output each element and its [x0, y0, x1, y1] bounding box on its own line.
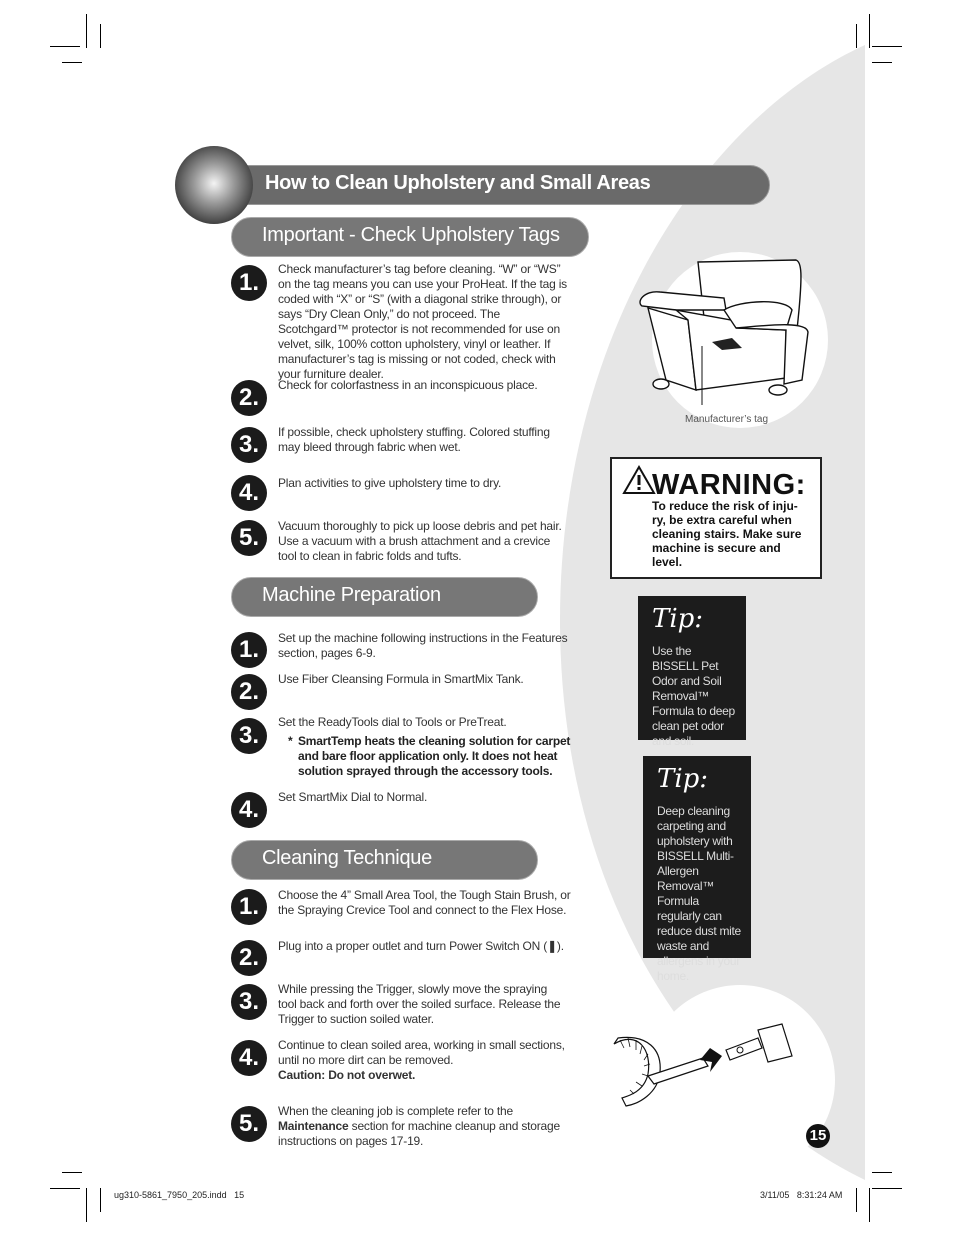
step-number: 5.: [231, 1106, 267, 1142]
step-number: 4.: [231, 792, 267, 828]
section-title: Cleaning Technique: [262, 847, 432, 869]
step-number: 5.: [231, 520, 267, 556]
step-number: 2.: [231, 674, 267, 710]
warning-title: WARNING:: [652, 469, 806, 501]
tip-title: Tip:: [652, 604, 704, 634]
figure-caption: Manufacturer’s tag: [685, 414, 769, 425]
step-text: While pressing the Trigger, slowly move the spraying tool back and forth over the soiled surface. Release the Trigger to suction soiled water.: [278, 982, 561, 1026]
step-number: 4.: [231, 1040, 267, 1076]
maintenance-link-text: Maintenance: [278, 1119, 349, 1133]
flex-hose-tool-illustration: [608, 1020, 808, 1110]
section-title: Important - Check Upholstery Tags: [262, 224, 560, 246]
step-number: 1.: [231, 632, 267, 668]
step-number: 4.: [231, 475, 267, 511]
tip-box: [643, 756, 751, 983]
footer-filename: ug310-5861_7950_205.indd 15: [114, 1190, 245, 1200]
armchair-illustration: [636, 250, 816, 410]
page-number: 15: [806, 1124, 830, 1148]
step-prefix: When the cleaning job is complete refer to the: [278, 1104, 513, 1118]
header-sphere-icon: [175, 146, 253, 224]
step-text: Set the ReadyTools dial to Tools or PreTreat.: [278, 715, 507, 729]
step-number: 3.: [231, 718, 267, 754]
step-text: Use Fiber Cleansing Formula in SmartMix Tank.: [278, 672, 524, 686]
section-header-prep: [231, 577, 538, 617]
page-header-bar: [230, 165, 770, 205]
step-body: Continue to clean soiled area, working in small sections, until no more dirt can be removed.: [278, 1038, 565, 1067]
section-header-technique: [231, 840, 538, 880]
step-text: Set up the machine following instructions in the Features section, pages 6-9.: [278, 631, 568, 660]
caution-text: Caution: Do not overwet.: [278, 1068, 416, 1082]
step-number: 2.: [231, 380, 267, 416]
step-text: Plan activities to give upholstery time to dry.: [278, 476, 502, 490]
step-text: Plug into a proper outlet and turn Power Switch ON (❚).: [278, 939, 564, 953]
step-number: 1.: [231, 889, 267, 925]
step-text: If possible, check upholstery stuffing. Colored stuffing may bleed through fabric when wet.: [278, 425, 550, 454]
step-text: Vacuum thoroughly to pick up loose debris and pet hair. Use a vacuum with a brush attachment and a crevice tool to clean in fabric folds and tufts.: [278, 519, 562, 563]
section-header-tags: [231, 217, 589, 257]
note-bullet: *: [288, 734, 293, 748]
page-title: How to Clean Upholstery and Small Areas: [265, 172, 651, 194]
tip-box: [638, 596, 746, 748]
step-text: Check manufacturer’s tag before cleaning. “W” or “WS” on the tag means you can use your ProHeat. If the tag is coded with “X” or “S” (with a diagonal strike through), or says “Dry Clean Only,” do not proceed. The Scotchgard™ protector is not recommended for use on velvet, silk, 100% cotton upholstery, vinyl or leather. If manufacturer’s tag is missing or not coded, check with your furniture dealer.: [278, 262, 567, 381]
step-text: [278, 1038, 573, 1083]
step-number: 1.: [231, 265, 267, 301]
warning-box: [610, 457, 822, 579]
tip-text: Deep cleaning carpeting and upholstery with BISSELL Multi-Allergen Removal™ Formula regularly can reduce dust mite waste and allergens in your home.: [657, 804, 741, 983]
step-text: Choose the 4” Small Area Tool, the Tough Stain Brush, or the Spraying Crevice Tool and connect to the Flex Hose.: [278, 888, 571, 917]
step-number: 3.: [231, 984, 267, 1020]
step-text: Set SmartMix Dial to Normal.: [278, 790, 428, 804]
step-body: section for machine cleanup and storage instructions on pages 17-19.: [278, 1119, 560, 1148]
step-number: 2.: [231, 940, 267, 976]
step-text: Check for colorfastness in an inconspicuous place.: [278, 378, 538, 392]
footer-timestamp: 3/11/05 8:31:24 AM: [760, 1190, 843, 1200]
warning-text: To reduce the risk of inju-ry, be extra careful when cleaning stairs. Make sure machine is secure and level.: [652, 499, 802, 569]
step-number: 3.: [231, 427, 267, 463]
section-title: Machine Preparation: [262, 584, 441, 606]
tip-title: Tip:: [657, 764, 709, 794]
warning-triangle-icon: [622, 465, 656, 495]
tip-text: Use the BISSELL Pet Odor and Soil Removal™ Formula to deep clean pet odor and soil.: [652, 644, 735, 748]
step-text: [278, 1104, 573, 1149]
smarttemp-note: SmartTemp heats the cleaning solution for carpet and bare floor application only. It does not heat solution sprayed through the accessory tools.: [298, 734, 571, 778]
